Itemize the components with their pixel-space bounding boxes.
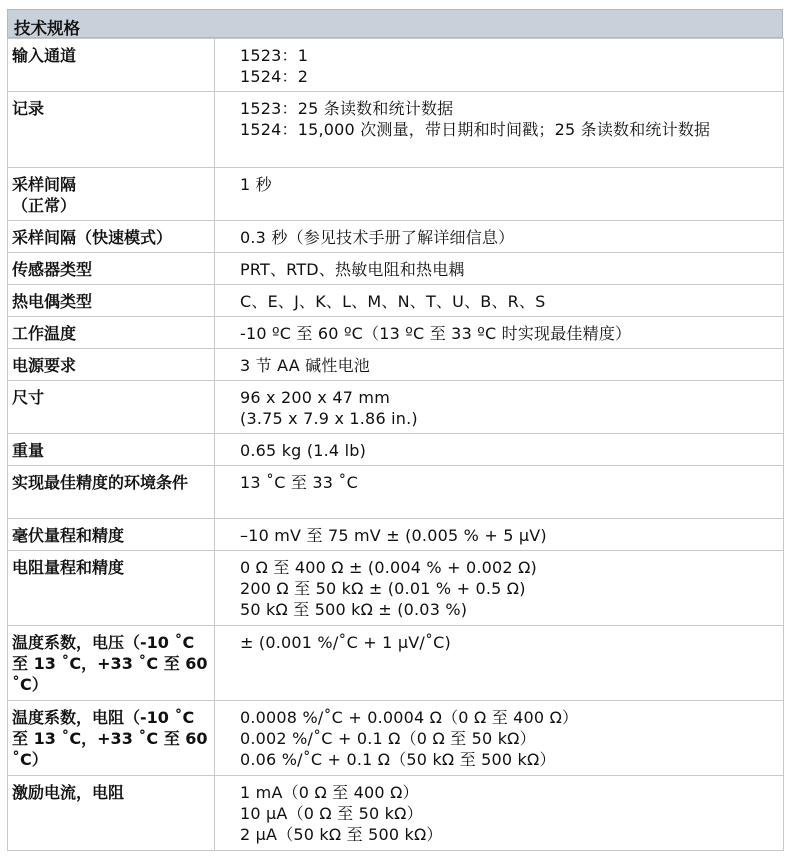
- table-row: [8, 466, 784, 519]
- spec-key: 工作温度: [8, 317, 215, 349]
- spec-value-line: 1524：2: [240, 67, 309, 86]
- spec-value-line: 13 ˚C 至 33 ˚C: [240, 473, 359, 492]
- spec-value-line: -10 ºC 至 60 ºC（13 ºC 至 33 ºC 时实现最佳精度）: [240, 324, 632, 343]
- spec-value-line: ± (0.001 %/˚C + 1 µV/˚C): [240, 633, 451, 652]
- spec-value-line: 200 Ω 至 50 kΩ ± (0.01 % + 0.5 Ω): [240, 579, 526, 598]
- spec-value: [215, 466, 784, 519]
- spec-value-line: 0.0008 %/˚C + 0.0004 Ω（0 Ω 至 400 Ω）: [240, 708, 579, 727]
- spec-value-line: 1523：25 条读数和统计数据: [240, 99, 454, 118]
- spec-key-line: 采样间隔: [12, 175, 77, 194]
- spec-key: 电源要求: [8, 349, 215, 381]
- table-row: [8, 381, 784, 434]
- spec-value: [215, 168, 784, 221]
- spec-key-line: （正常）: [12, 196, 77, 215]
- spec-table-title: 技术规格: [7, 9, 783, 38]
- spec-value: [215, 317, 784, 349]
- spec-grid: [7, 38, 784, 851]
- spec-key: [8, 168, 215, 221]
- spec-value-line: 10 µA（0 Ω 至 50 kΩ）: [240, 804, 423, 823]
- spec-value: [215, 285, 784, 317]
- spec-value: [215, 253, 784, 285]
- spec-key: 温度系数，电阻（-10 ˚C 至 13 ˚C，+33 ˚C 至 60 ˚C）: [8, 701, 215, 776]
- table-row: [8, 39, 784, 92]
- spec-value: [215, 626, 784, 701]
- spec-key: 输入通道: [8, 39, 215, 92]
- spec-key: 毫伏量程和精度: [8, 519, 215, 551]
- spec-value-line: 0 Ω 至 400 Ω ± (0.004 % + 0.002 Ω): [240, 558, 537, 577]
- spec-key: 激励电流，电阻: [8, 776, 215, 851]
- spec-key: 采样间隔（快速模式）: [8, 221, 215, 253]
- spec-value-line: 0.002 %/˚C + 0.1 Ω（0 Ω 至 50 kΩ）: [240, 729, 536, 748]
- spec-key: 尺寸: [8, 381, 215, 434]
- table-row: [8, 221, 784, 253]
- spec-value: [215, 39, 784, 92]
- spec-value-line: 3 节 AA 碱性电池: [240, 356, 370, 375]
- spec-key: 温度系数，电压（-10 ˚C 至 13 ˚C，+33 ˚C 至 60 ˚C）: [8, 626, 215, 701]
- table-row: [8, 626, 784, 701]
- table-row: [8, 253, 784, 285]
- table-row: [8, 285, 784, 317]
- spec-value-line: 0.65 kg (1.4 lb): [240, 441, 367, 460]
- table-row: [8, 551, 784, 626]
- spec-key: 热电偶类型: [8, 285, 215, 317]
- spec-value: [215, 349, 784, 381]
- table-row: [8, 349, 784, 381]
- spec-value: [215, 381, 784, 434]
- spec-value: [215, 434, 784, 466]
- spec-table: [7, 9, 783, 851]
- spec-value-line: 1523：1: [240, 46, 309, 65]
- spec-value-line: 1 mA（0 Ω 至 400 Ω）: [240, 783, 419, 802]
- table-row: [8, 701, 784, 776]
- table-row: [8, 168, 784, 221]
- spec-value-line: C、E、J、K、L、M、N、T、U、B、R、S: [240, 292, 546, 311]
- spec-value: [215, 701, 784, 776]
- spec-value-line: PRT、RTD、热敏电阻和热电耦: [240, 260, 465, 279]
- table-row: [8, 434, 784, 466]
- spec-value-line: 1524：15,000 次测量，带日期和时间戳；25 条读数和统计数据: [240, 120, 711, 139]
- table-row: [8, 776, 784, 851]
- spec-value-line: –10 mV 至 75 mV ± (0.005 % + 5 µV): [240, 526, 547, 545]
- spec-value-line: 2 µA（50 kΩ 至 500 kΩ）: [240, 825, 443, 844]
- spec-value-line: 50 kΩ 至 500 kΩ ± (0.03 %): [240, 600, 468, 619]
- spec-key: 重量: [8, 434, 215, 466]
- spec-key: 记录: [8, 92, 215, 168]
- spec-value-line: (3.75 x 7.9 x 1.86 in.): [240, 409, 418, 428]
- spec-value: [215, 551, 784, 626]
- spec-value-line: 96 x 200 x 47 mm: [240, 388, 390, 407]
- spec-key: 实现最佳精度的环境条件: [8, 466, 215, 519]
- spec-value: [215, 776, 784, 851]
- spec-key: 电阻量程和精度: [8, 551, 215, 626]
- spec-value: [215, 92, 784, 168]
- spec-value-line: 0.06 %/˚C + 0.1 Ω（50 kΩ 至 500 kΩ）: [240, 750, 556, 769]
- spec-value-line: 0.3 秒（参见技术手册了解详细信息）: [240, 228, 515, 247]
- spec-value: [215, 221, 784, 253]
- spec-value: [215, 519, 784, 551]
- spec-value-line: 1 秒: [240, 175, 272, 194]
- table-row: [8, 317, 784, 349]
- table-row: [8, 92, 784, 168]
- table-row: [8, 519, 784, 551]
- spec-key: 传感器类型: [8, 253, 215, 285]
